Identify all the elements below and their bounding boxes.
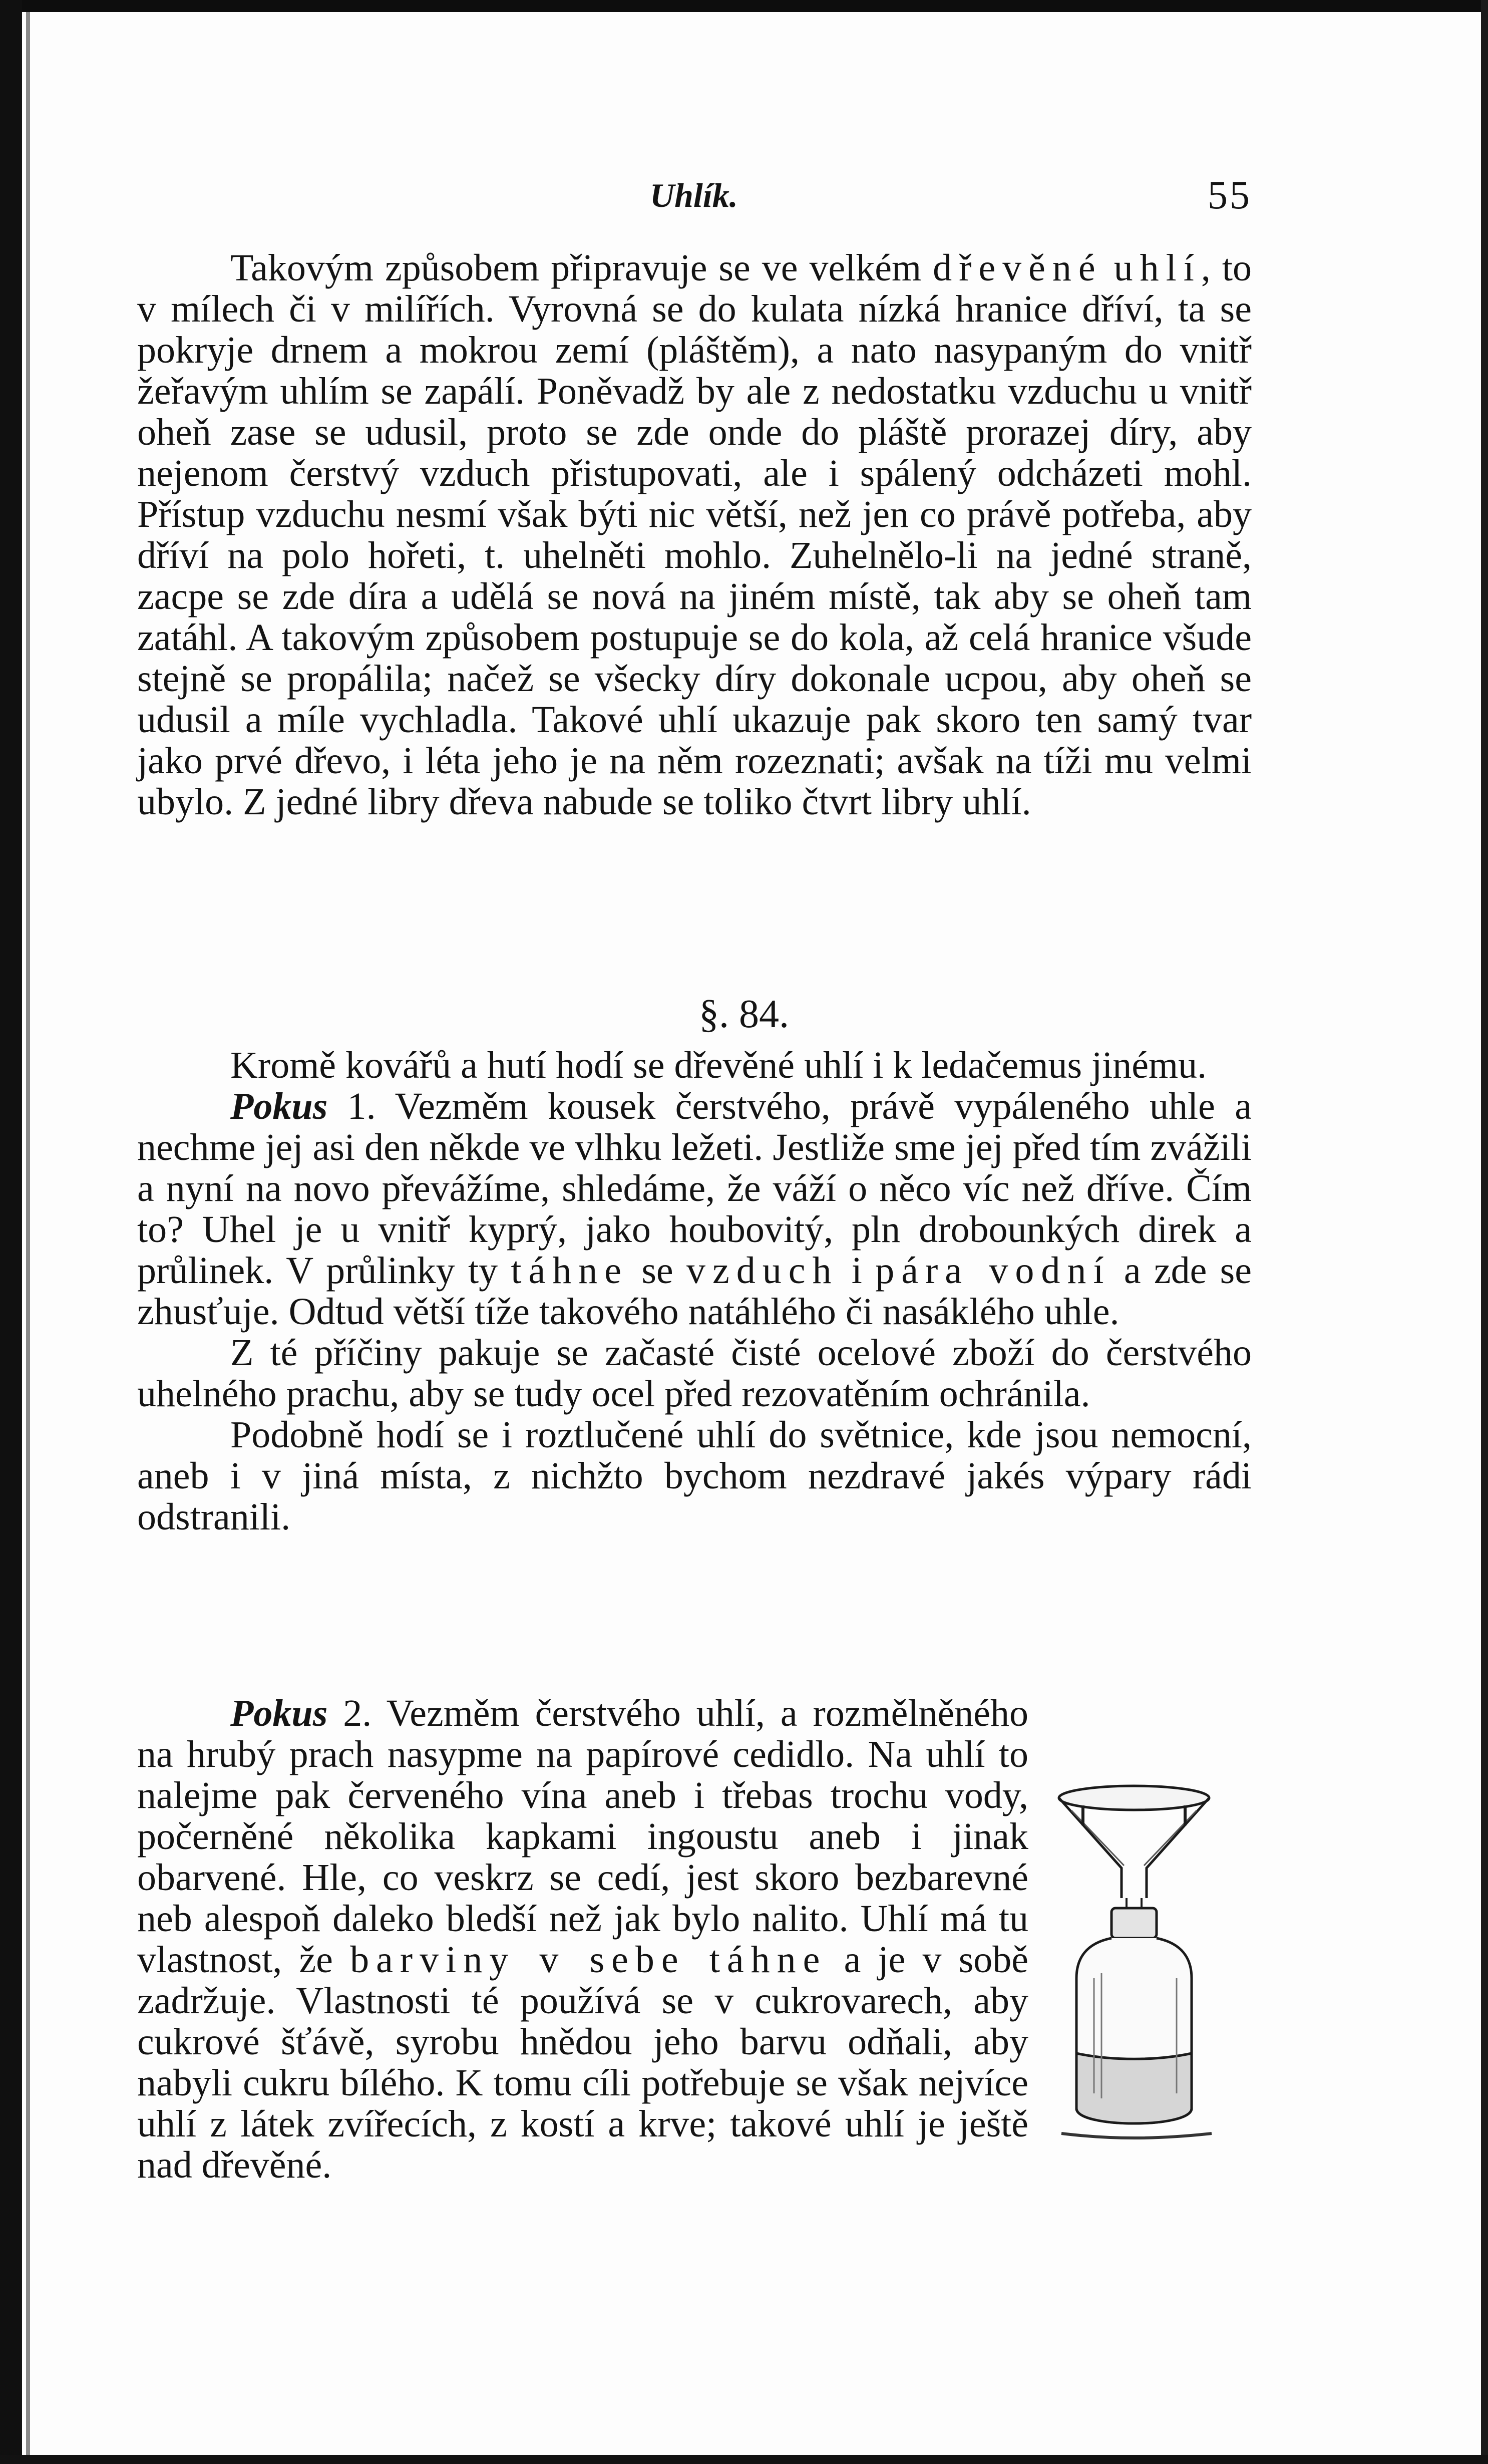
spaced-term: dřevěné [933, 247, 1102, 289]
paragraph-steel-storage: Z té příčiny pakuje se začasté čisté ocelové zboží do čerstvého uhelného prachu, aby se tudy ocel před rezovatěním ochránila. [137, 1332, 1252, 1415]
spaced-term: vzduch [686, 1250, 839, 1292]
text-run: Takovým způsobem připravuje se ve velkém [230, 247, 933, 289]
scan-border-bottom [0, 2455, 1488, 2464]
experiment-label: Pokus [230, 1692, 328, 1734]
spaced-term: pára vodní [875, 1250, 1111, 1292]
text-run: i [838, 1250, 876, 1292]
scan-border-left [0, 0, 22, 2464]
scan-border-shadow [26, 12, 30, 2464]
text-run: 1. Vezměm kousek čerstvého, právě vypáleného uhle a nechme jej asi den někde ve vlhku ležeti. Jestliže sme jej před tím zvážili a nyní na novo převážíme, shledáme, že váží o něco víc než dříve. Čím to? Uhel je u vnitř kyprý, jako houbovitý, pln drobounkých direk a průlinek. V průlinky ty [137, 1085, 1252, 1292]
text-run: a je v sobě zadržuje. Vlastnosti té používá se v cukrovarech, aby cukrové šťávě, syrobu hnědou jeho barvu odňali, aby nabyli cukru bílého. K tomu cíli potřebuje se však nejvíce uhlí z látek zvířecích, z kostí a krve; takové uhlí je ještě nad dřevěné. [137, 1939, 1029, 2186]
section-heading: §. 84. [699, 992, 789, 1036]
paragraph-uses: Kromě kovářů a hutí hodí se dřevěné uhlí i k ledačemus jinému. [230, 1044, 1207, 1086]
funnel-bottle-illustration [1051, 1783, 1217, 2143]
text-run: 2. Vezměm čerstvého uhlí, a rozmělněného na hrubý prach nasypme na papírové cedidlo. Na uhlí to nalejme pak červeného vína aneb i třebas trochu vody, počerněné několika kapkami ingoustu aneb i jinak obarvené. Hle, co veskrz se cedí, jest skoro bezbarevné neb alespoň daleko bledší než jak bylo nalito. Uhlí má tu vlastnost, že [137, 1692, 1028, 1981]
page-number: 55 [1208, 173, 1252, 217]
experiment-1 [137, 1086, 1252, 1332]
text-run: a zde se zhusťuje. Odtud větší tíže takového natáhlého či nasáklého uhle. [137, 1250, 1252, 1333]
paragraph-charcoal-making [137, 247, 1252, 822]
experiment-2 [137, 1693, 1028, 2186]
text-run: se [628, 1250, 686, 1292]
spaced-term: táhne [511, 1250, 628, 1292]
experiment-label: Pokus [230, 1085, 328, 1127]
scan-border-top [0, 0, 1488, 12]
paragraph-sickroom: Podobně hodí se i roztlučené uhlí do světnice, kde jsou nemocní, aneb i v jiná místa, z nichžto bychom nezdravé jakés výpary rádi odstranili. [137, 1414, 1252, 1538]
scan-border-right [1481, 0, 1488, 2464]
spaced-term: uhlí [1113, 247, 1201, 289]
running-title: Uhlík. [650, 176, 738, 214]
section-84-body [137, 1045, 1252, 1537]
text-run: , to v mílech či v milířích. Vyrovná se do kulata nízká hranice dříví, ta se pokryje drnem a mokrou zemí (pláštěm), a nato nasypaným do vnitř žeřavým uhlím se zapálí. Poněvadž by ale z nedostatku vzduchu u vnitř oheň zase se udusil, proto se zde onde do pláště prorazej díry, aby nejenom čerstvý vzduch přistupovati, ale i spálený odcházeti mohl. Přístup vzduchu nesmí však býti nic větší, než jen co právě potřeba, aby dříví na polo hořeti, t. uhelněti mohlo. Zuhelnělo-li na jedné straně, zacpe se zde díra a udělá se nová na jiném místě, tak aby se oheň tam zatáhl. A takovým způsobem postupuje se do kola, až celá hranice všude stejně se propálila; načež se všecky díry dokonale ucpou, aby oheň se udusil a míle vychladla. Takové uhlí ukazuje pak skoro ten samý tvar jako prvé dřevo, i léta jeho je na něm rozeznati; avšak na tíži mu velmi ubylo. Z jedné libry dřeva nabude se toliko čtvrt libry uhlí. [137, 247, 1252, 823]
spaced-term: barviny v sebe táhne [350, 1939, 827, 1981]
page-header [228, 170, 1252, 220]
